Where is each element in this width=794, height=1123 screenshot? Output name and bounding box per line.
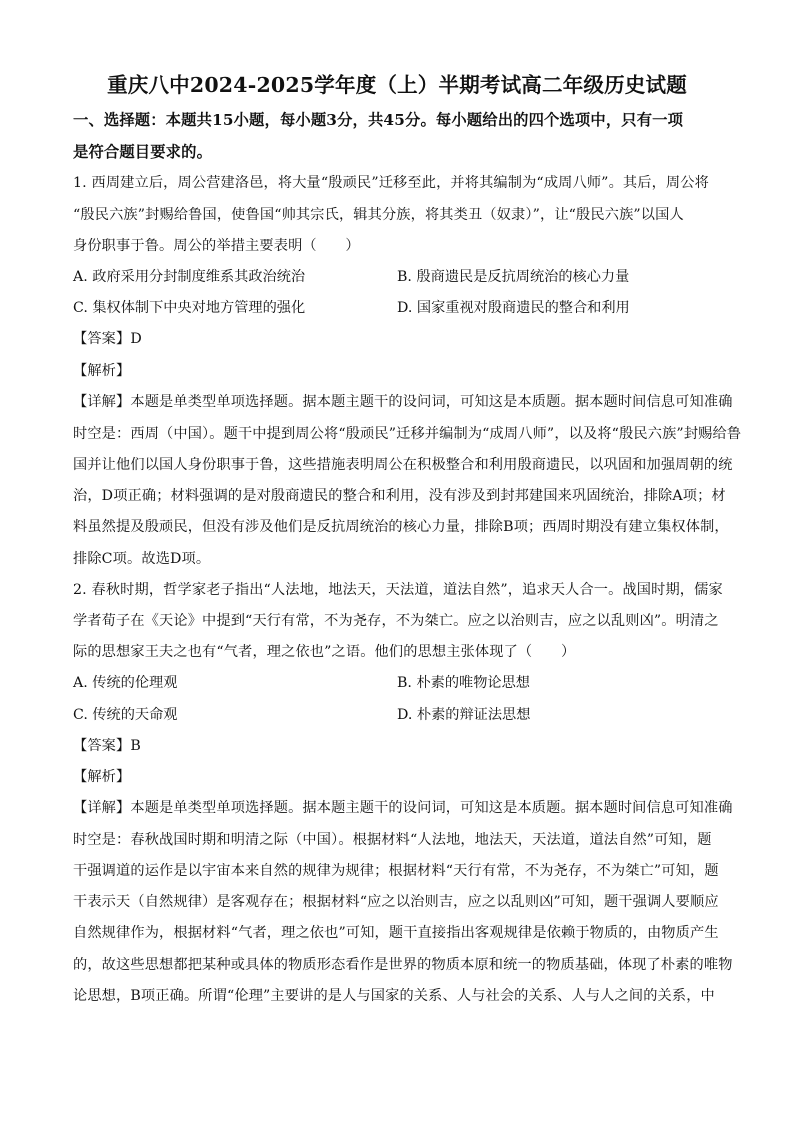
q1-option-d: D. 国家重视对殷商遗民的整合和利用: [397, 300, 630, 316]
q1-answer: 【答案】D: [73, 331, 142, 347]
q2-detail-line-5: 自然规律作为，根据材料“气者，理之依也”可知，题干直接指出客观规律是依赖于物质的，由物质产生: [73, 925, 719, 941]
q1-option-b: B. 殷商遗民是反抗周统治的核心力量: [397, 269, 630, 285]
q1-stem-line-2: “殷民六族”封赐给鲁国，使鲁国“帅其宗氏，辑其分族，将其类丑（奴隶）”，让“殷民六族”以国人: [73, 207, 684, 223]
q1-stem-line-1: 1. 西周建立后，周公营建洛邑，将大量“殷顽民”迁移至此，并将其编制为“成周八师”。其后，周公将: [73, 175, 709, 191]
q1-option-c: C. 集权体制下中央对地方管理的强化: [73, 300, 306, 316]
exam-title: 重庆八中2024-2025学年度（上）半期考试高二年级历史试题: [107, 73, 687, 97]
q2-answer: 【答案】B: [73, 738, 141, 754]
q2-stem-line-3: 际的思想家王夫之也有“气者，理之依也”之语。他们的思想主张体现了（ ）: [73, 644, 576, 660]
q2-option-c: C. 传统的天命观: [73, 707, 178, 723]
q2-option-a: A. 传统的伦理观: [73, 675, 178, 691]
q2-detail-line-2: 时空是：春秋战国时期和明清之际（中国）。根据材料“人法地，地法天，天法道，道法自然”可知，题: [73, 832, 712, 848]
q1-detail-line-5: 料虽然提及殷顽民，但没有涉及他们是反抗周统治的核心力量，排除B项；西周时期没有建立集权体制，: [73, 519, 729, 535]
q1-detail-line-4: 治，D项正确；材料强调的是对殷商遗民的整合和利用，没有涉及到封邦建国来巩固统治，排除A项；材: [73, 488, 726, 504]
q2-stem-line-2: 学者荀子在《天论》中提到“天行有常，不为尧存，不为桀亡。应之以治则吉，应之以乱则凶”。明清之: [73, 613, 719, 629]
q2-option-b: B. 朴素的唯物论思想: [397, 675, 530, 691]
q2-analysis-label: 【解析】: [73, 769, 131, 785]
q2-detail-line-3: 干强调道的运作是以宇宙本来自然的规律为规律；根据材料“天行有常，不为尧存，不为桀亡”可知，题: [73, 863, 719, 879]
q1-detail-line-2: 时空是：西周（中国）。题干中提到周公将“殷顽民”迁移并编制为“成周八师”，以及将“殷民六族”封赐给鲁: [73, 426, 742, 442]
q1-analysis-label: 【解析】: [73, 363, 131, 379]
q1-detail-line-3: 国并让他们以国人身份职事于鲁，这些措施表明周公在积极整合和利用殷商遗民，以巩固和加强周朝的统: [73, 457, 733, 473]
q2-option-d: D. 朴素的辩证法思想: [397, 707, 531, 723]
q1-detail-line-1: 【详解】本题是单类型单项选择题。据本题主题干的设问词，可知这是本质题。据本题时间信息可知准确: [73, 394, 733, 410]
q2-detail-line-6: 的，故这些思想都把某种或具体的物质形态看作是世界的物质本原和统一的物质基础，体现了朴素的唯物: [73, 957, 733, 973]
q2-detail-line-7: 论思想，B项正确。所谓“伦理”主要讲的是人与国家的关系、人与社会的关系、人与人之间的关系，中: [73, 988, 715, 1004]
q2-detail-line-1: 【详解】本题是单类型单项选择题。据本题主题干的设问词，可知这是本质题。据本题时间信息可知准确: [73, 800, 733, 816]
section-heading-line-2: 是符合题目要求的。: [73, 143, 213, 161]
q2-stem-line-1: 2. 春秋时期，哲学家老子指出“人法地，地法天，天法道，道法自然”，追求天人合一。战国时期，儒家: [73, 582, 723, 598]
q1-detail-line-6: 排除C项。故选D项。: [73, 551, 211, 567]
section-heading-line-1: 一、选择题：本题共15小题，每小题3分，共45分。每小题给出的四个选项中，只有一项: [73, 111, 684, 129]
q2-detail-line-4: 干表示天（自然规律）是客观存在；根据材料“应之以治则吉，应之以乱则凶”可知，题干强调人要顺应: [73, 894, 719, 910]
q1-stem-line-3: 身份职事于鲁。周公的举措主要表明（ ）: [73, 238, 360, 254]
q1-option-a: A. 政府采用分封制度维系其政治统治: [73, 269, 306, 285]
